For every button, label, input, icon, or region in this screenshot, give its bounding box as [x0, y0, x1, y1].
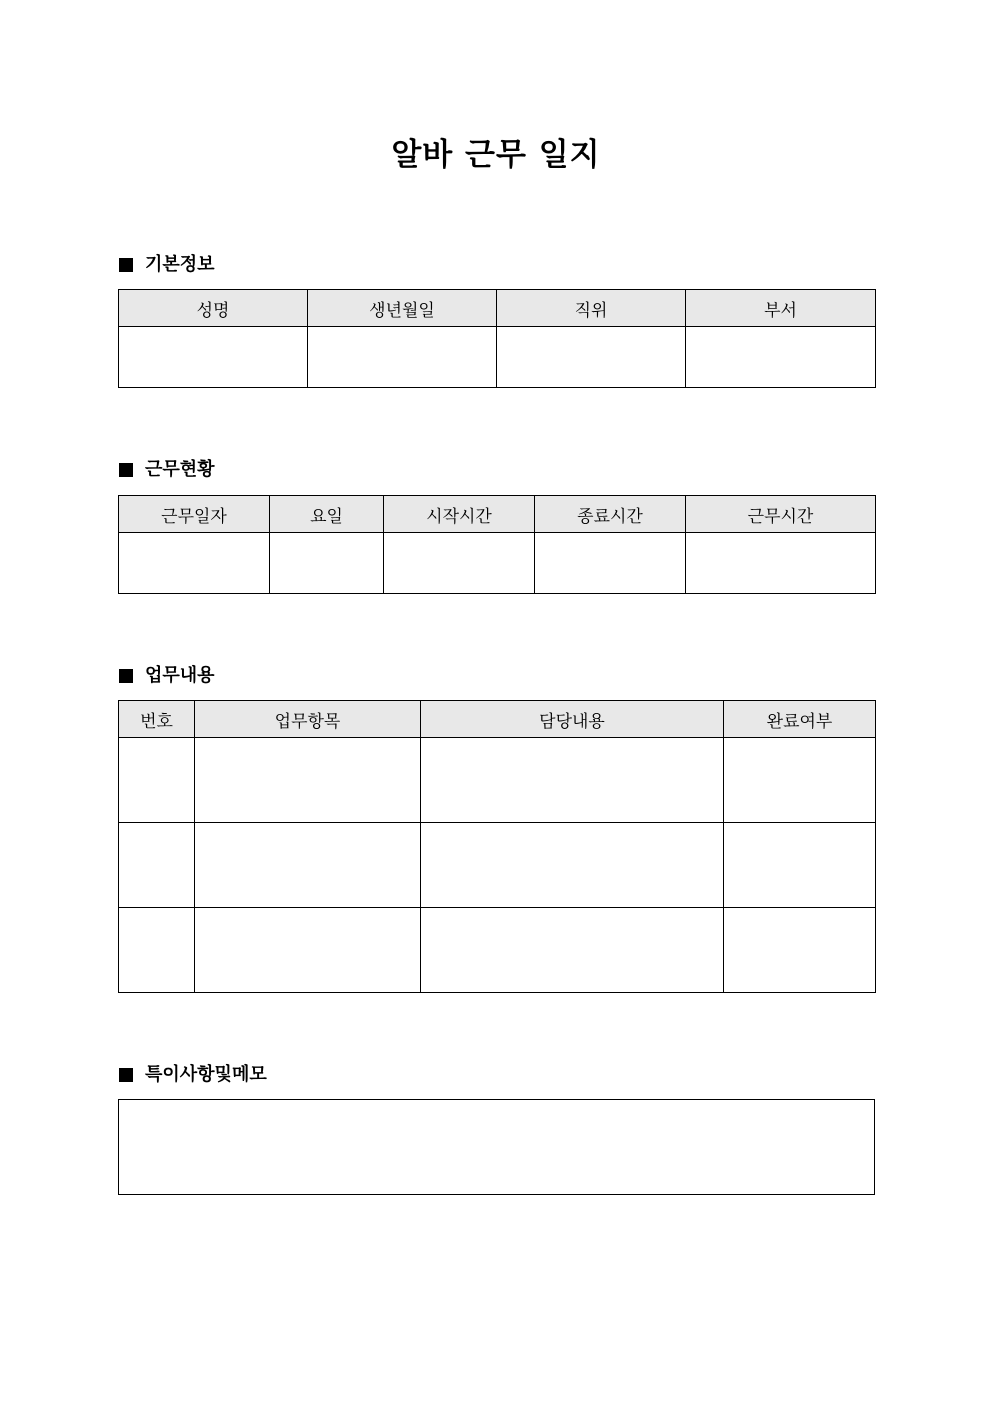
section-heading-memo	[119, 1062, 267, 1088]
end-time-cell[interactable]	[535, 533, 686, 594]
square-bullet-icon	[119, 258, 133, 272]
task-detail-cell[interactable]	[421, 823, 724, 908]
header-weekday: 요일	[270, 496, 384, 533]
basic-info-table	[118, 289, 876, 388]
header-name: 성명	[119, 290, 308, 327]
header-task-detail: 담당내용	[421, 701, 724, 738]
tasks-table	[118, 700, 876, 993]
task-detail-cell[interactable]	[421, 908, 724, 993]
task-item-cell[interactable]	[195, 908, 421, 993]
number-cell[interactable]	[119, 823, 195, 908]
position-cell[interactable]	[497, 327, 686, 388]
department-cell[interactable]	[686, 327, 876, 388]
work-date-cell[interactable]	[119, 533, 270, 594]
table-header-row	[119, 290, 876, 327]
section-heading-tasks-label: 업무내용	[145, 665, 215, 686]
work-status-table	[118, 495, 876, 594]
table-header-row	[119, 701, 876, 738]
header-completion: 완료여부	[724, 701, 876, 738]
task-item-cell[interactable]	[195, 823, 421, 908]
header-end-time: 종료시간	[535, 496, 686, 533]
weekday-cell[interactable]	[270, 533, 384, 594]
header-work-hours: 근무시간	[686, 496, 876, 533]
header-work-date: 근무일자	[119, 496, 270, 533]
name-cell[interactable]	[119, 327, 308, 388]
section-heading-basic-label: 기본정보	[145, 254, 215, 275]
square-bullet-icon	[119, 669, 133, 683]
memo-field[interactable]	[118, 1099, 875, 1195]
table-header-row	[119, 496, 876, 533]
square-bullet-icon	[119, 463, 133, 477]
section-heading-memo-label: 특이사항및메모	[145, 1064, 267, 1085]
task-item-cell[interactable]	[195, 738, 421, 823]
header-department: 부서	[686, 290, 876, 327]
completion-cell[interactable]	[724, 738, 876, 823]
work-hours-cell[interactable]	[686, 533, 876, 594]
section-heading-basic	[119, 252, 215, 278]
task-detail-cell[interactable]	[421, 738, 724, 823]
table-row	[119, 908, 876, 993]
document-title: 알바 근무 일지	[391, 137, 601, 173]
header-start-time: 시작시간	[384, 496, 535, 533]
section-heading-tasks	[119, 663, 215, 689]
header-number: 번호	[119, 701, 195, 738]
start-time-cell[interactable]	[384, 533, 535, 594]
table-row	[119, 823, 876, 908]
completion-cell[interactable]	[724, 823, 876, 908]
table-row	[119, 738, 876, 823]
header-birthdate: 생년월일	[308, 290, 497, 327]
section-heading-work-status-label: 근무현황	[145, 459, 215, 480]
header-task-item: 업무항목	[195, 701, 421, 738]
number-cell[interactable]	[119, 738, 195, 823]
completion-cell[interactable]	[724, 908, 876, 993]
header-position: 직위	[497, 290, 686, 327]
section-heading-work-status	[119, 457, 215, 483]
number-cell[interactable]	[119, 908, 195, 993]
table-row	[119, 327, 876, 388]
square-bullet-icon	[119, 1068, 133, 1082]
table-row	[119, 533, 876, 594]
birthdate-cell[interactable]	[308, 327, 497, 388]
